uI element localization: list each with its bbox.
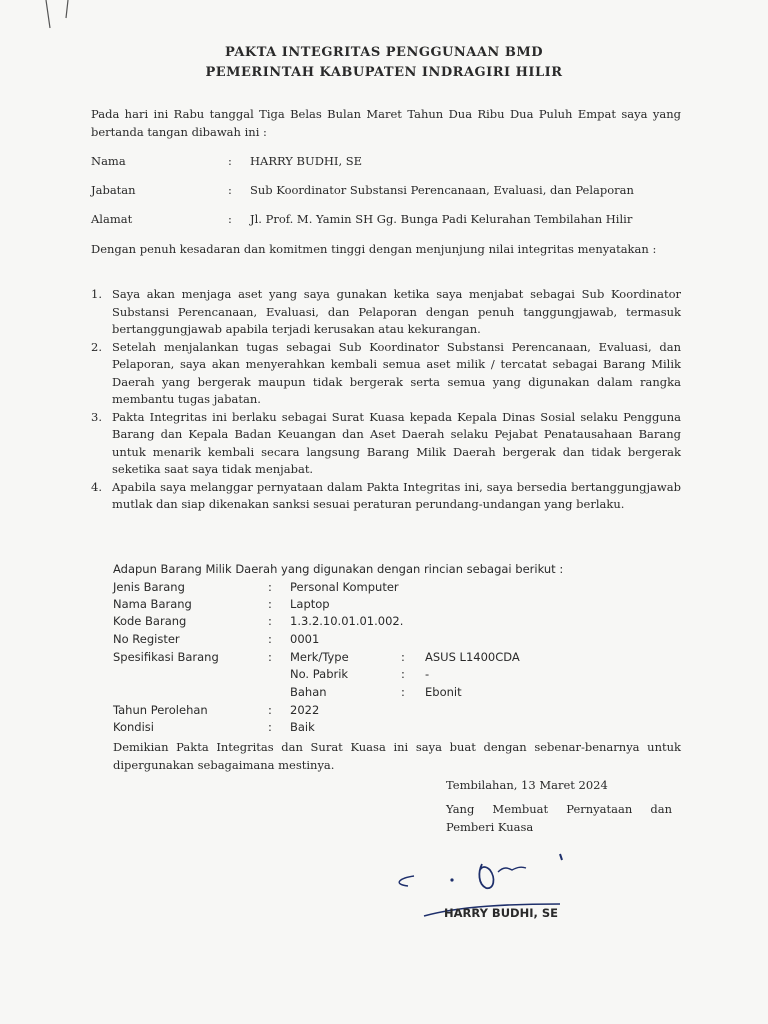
signer-role: Yang Membuat Pernyataan dan xyxy=(446,802,672,816)
asset-register-label: No Register xyxy=(113,632,180,646)
asset-intro: Adapun Barang Milik Daerah yang digunakan dengan rincian sebagai berikut : xyxy=(113,562,564,576)
statement-text: Apabila saya melanggar pernyataan dalam Pakta Integritas ini, saya bersedia bertanggungjawab mutlak dan siap dikenakan sanksi sesuai peraturan perundang-undangan yang berlaku. xyxy=(112,479,681,511)
asset-code-value: 1.3.2.10.01.01.002. xyxy=(290,614,404,628)
spec-material-label: Bahan xyxy=(290,685,327,699)
closing-paragraph: Demikian Pakta Integritas dan Surat Kuasa ini saya buat dengan sebenar-benarnya untuk dipergunakan sebagaimana mestinya. xyxy=(113,740,681,772)
spec-brand-colon: : xyxy=(401,650,405,664)
asset-spec-label: Spesifikasi Barang xyxy=(113,650,219,664)
spec-factory-value: - xyxy=(425,667,430,681)
place-date: Tembilahan, 13 Maret 2024 xyxy=(446,778,608,792)
statement-number: 4. xyxy=(91,479,102,494)
statement-item xyxy=(91,479,681,514)
asset-type-colon: : xyxy=(268,580,272,594)
document-subtitle: PEMERINTAH KABUPATEN INDRAGIRI HILIR xyxy=(205,65,563,80)
spec-factory-label: No. Pabrik xyxy=(290,667,349,681)
asset-spec-colon: : xyxy=(268,650,272,664)
identity-position-value: Sub Koordinator Substansi Perencanaan, Evaluasi, dan Pelaporan xyxy=(250,183,634,197)
identity-name-label: Nama xyxy=(91,154,126,168)
asset-code-colon: : xyxy=(268,614,272,628)
asset-condition-colon: : xyxy=(268,720,272,734)
signer-role-second-line: Pemberi Kuasa xyxy=(446,820,534,834)
statement-text: Saya akan menjaga aset yang saya gunakan ketika saya menjabat sebagai Sub Koordinator Substansi Perencanaan, Evaluasi, dan Pelaporan dengan penuh tanggungjawab, termasuk bertanggungjawab apabila terjadi kerusakan atau kekurangan. xyxy=(112,287,681,336)
statement-item xyxy=(91,409,681,479)
asset-register-colon: : xyxy=(268,632,272,646)
spec-material-value: Ebonit xyxy=(425,685,462,699)
signer-name: HARRY BUDHI, SE xyxy=(444,906,559,920)
statement-number: 3. xyxy=(91,409,102,424)
spec-brand-value: ASUS L1400CDA xyxy=(425,650,520,664)
statement-text: Setelah menjalankan tugas sebagai Sub Koordinator Substansi Perencanaan, Evaluasi, dan Pelaporan, saya akan menyerahkan kembali semua aset milik / tercatat sebagai Barang Milik Daerah yang bergerak maupun tidak bergerak serta semua yang digunakan dalam rangka membantu tugas jabatan. xyxy=(112,339,681,406)
spec-factory-colon: : xyxy=(401,667,405,681)
statement-number: 2. xyxy=(91,339,102,354)
identity-name-colon: : xyxy=(228,154,232,168)
spec-brand-label: Merk/Type xyxy=(290,650,349,664)
asset-condition-label: Kondisi xyxy=(113,720,154,734)
asset-year-label: Tahun Perolehan xyxy=(113,703,208,717)
statement-number: 1. xyxy=(91,287,102,301)
asset-register-value: 0001 xyxy=(290,632,320,646)
statement-item xyxy=(91,286,681,339)
statement-text: Pakta Integritas ini berlaku sebagai Surat Kuasa kepada Kepala Dinas Sosial selaku Pengguna Barang dan Kepala Badan Keuangan dan Aset Daerah selaku Pejabat Penatausahaan Barang untuk menarik kembali secara langsung Barang Milik Daerah bergerak dan tidak bergerak seketika saat saya tidak menjabat. xyxy=(112,409,681,476)
identity-position-label: Jabatan xyxy=(91,183,136,197)
identity-name-value: HARRY BUDHI, SE xyxy=(250,154,363,168)
statement-item xyxy=(91,339,681,409)
identity-address-value: Jl. Prof. M. Yamin SH Gg. Bunga Padi Kelurahan Tembilahan Hilir xyxy=(250,212,633,226)
identity-address-label: Alamat xyxy=(91,212,133,226)
document-title: PAKTA INTEGRITAS PENGGUNAAN BMD xyxy=(224,45,543,60)
asset-condition-value: Baik xyxy=(290,720,315,734)
asset-name-label: Nama Barang xyxy=(113,597,192,611)
asset-type-value: Personal Komputer xyxy=(290,580,399,594)
asset-type-label: Jenis Barang xyxy=(113,580,185,594)
asset-code-label: Kode Barang xyxy=(113,614,187,628)
spec-material-colon: : xyxy=(401,685,405,699)
statement-list xyxy=(91,286,681,514)
asset-name-value: Laptop xyxy=(290,597,330,611)
opening-paragraph: Pada hari ini Rabu tanggal Tiga Belas Bulan Maret Tahun Dua Ribu Dua Puluh Empat saya yang bertanda tangan dibawah ini : xyxy=(91,107,681,139)
asset-name-colon: : xyxy=(268,597,272,611)
asset-year-colon: : xyxy=(268,703,272,717)
declaration-intro: Dengan penuh kesadaran dan komitmen tinggi dengan menjunjung nilai integritas menyatakan : xyxy=(91,242,657,256)
identity-address-colon: : xyxy=(228,212,232,226)
identity-position-colon: : xyxy=(228,183,232,197)
asset-year-value: 2022 xyxy=(290,703,320,717)
